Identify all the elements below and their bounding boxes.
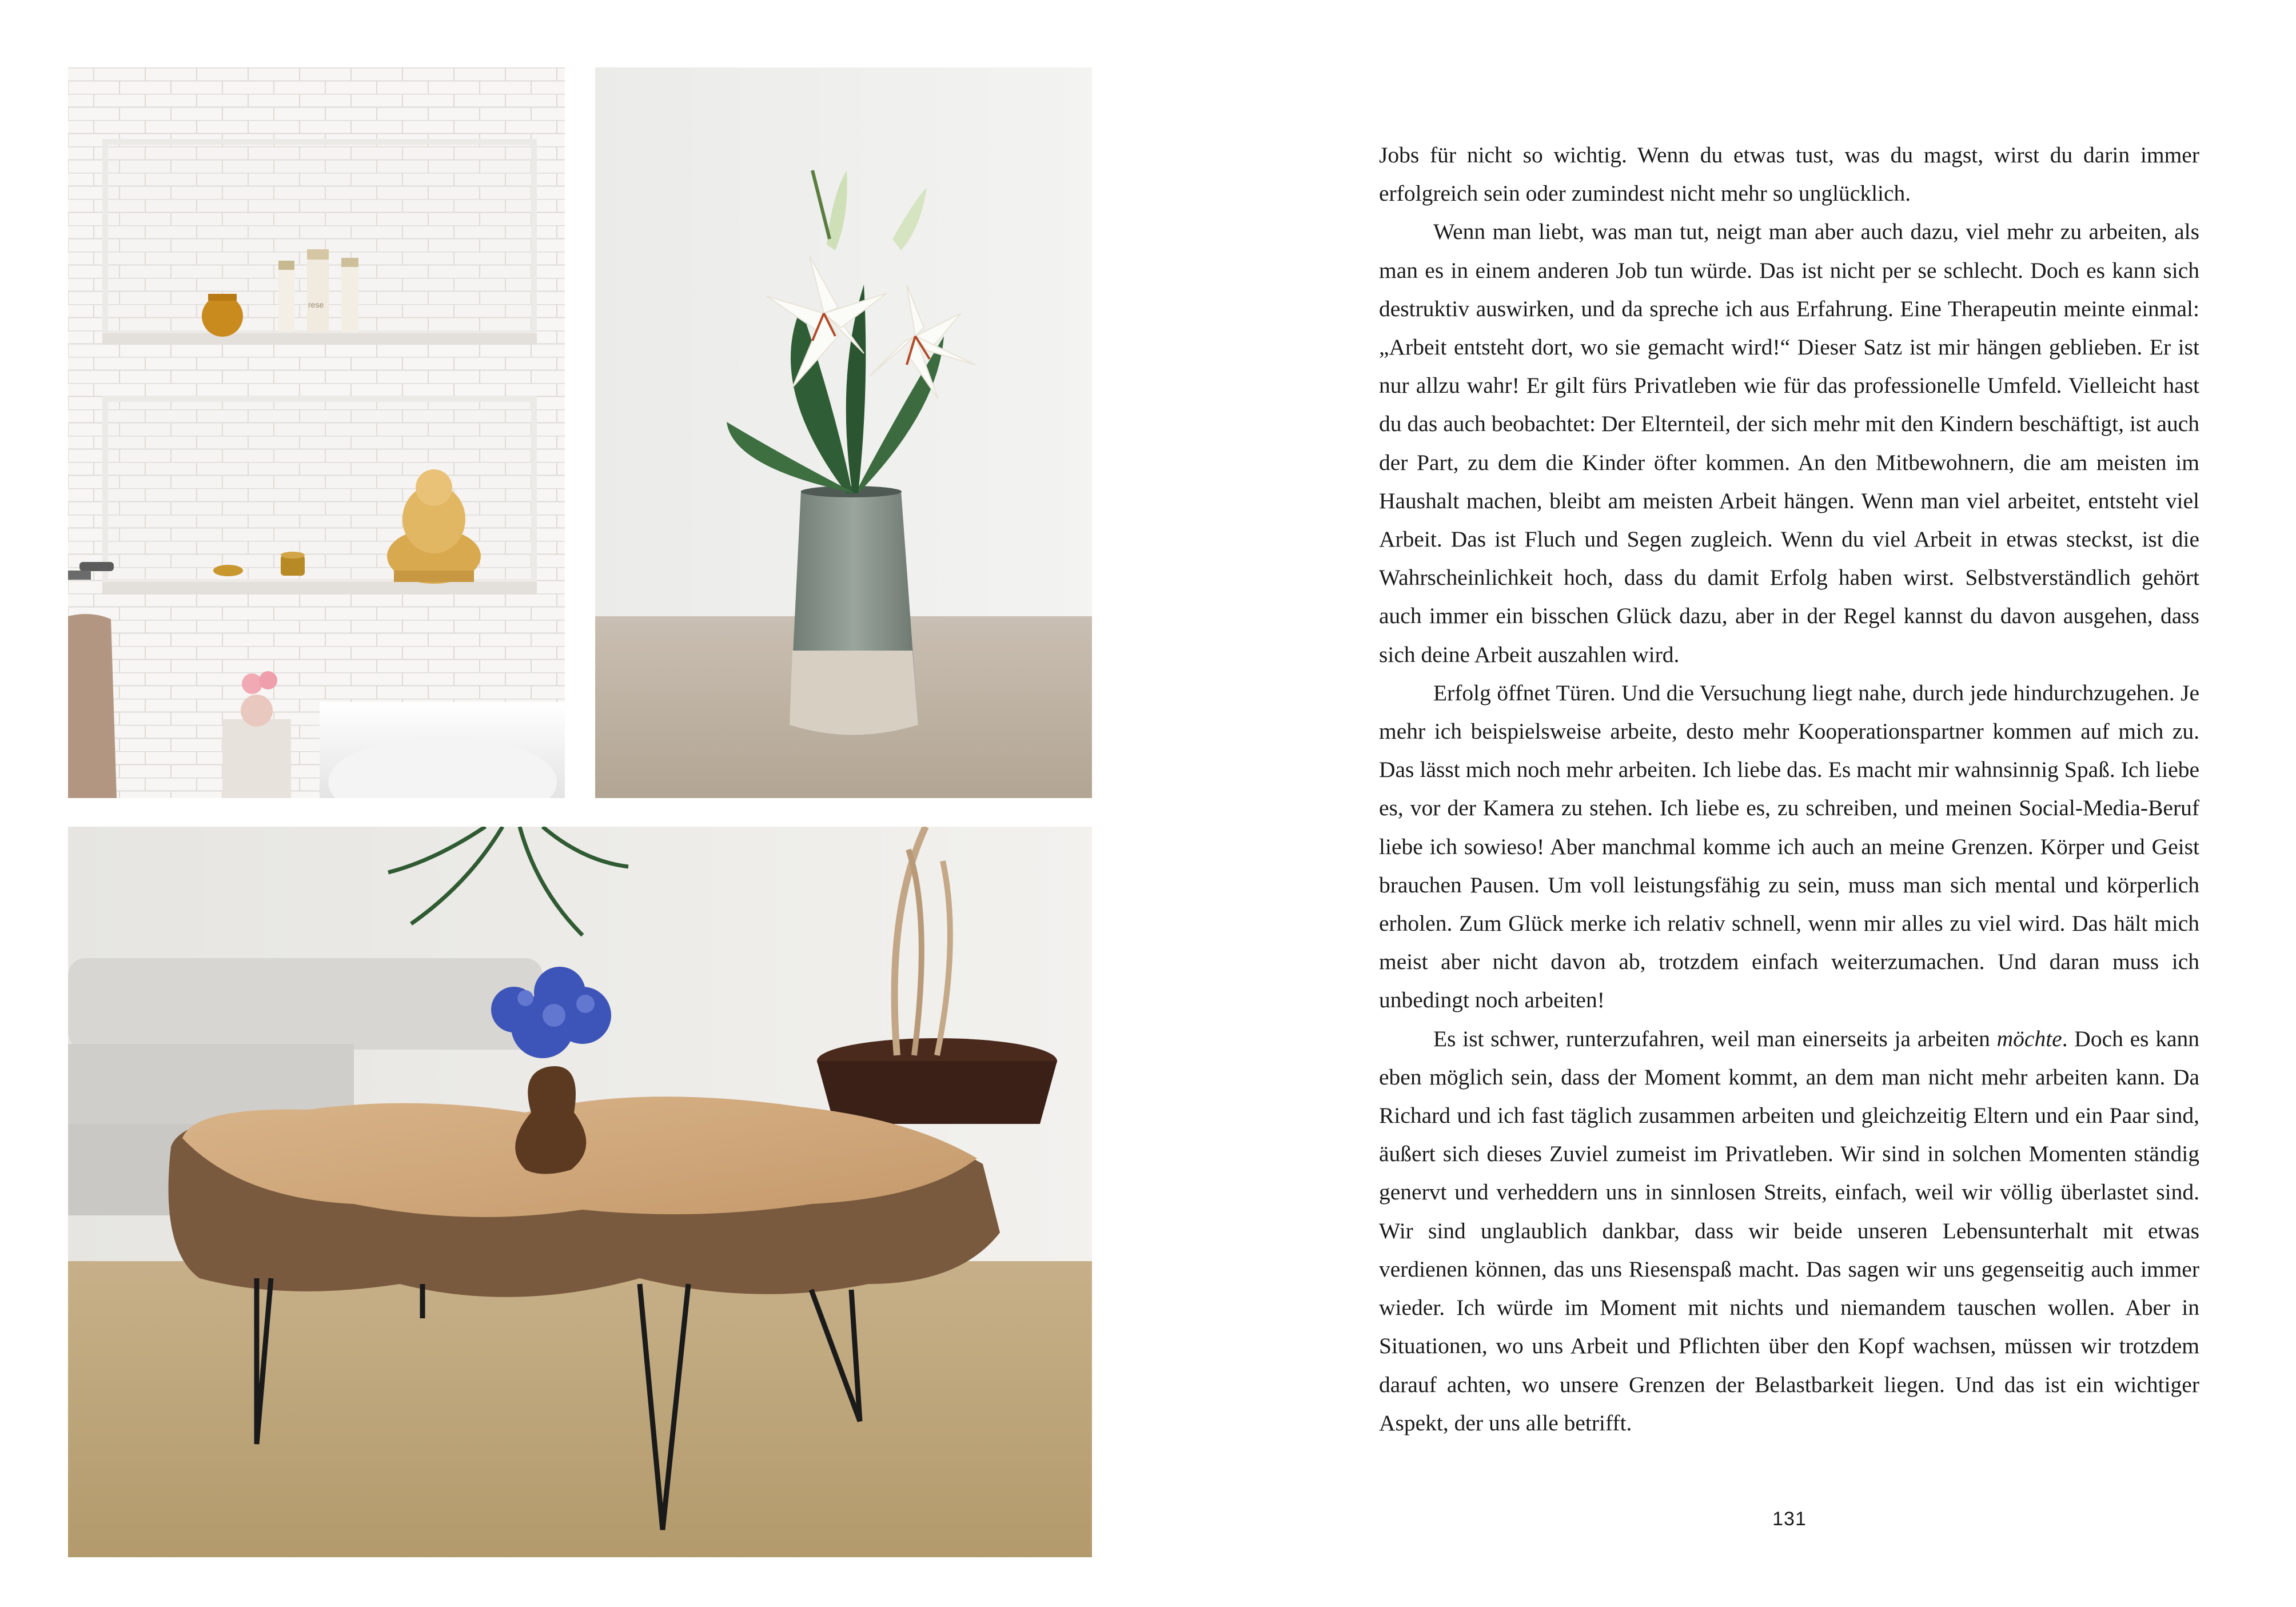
paragraph-text: . Doch es kann eben möglich sein, dass der Moment kommt, an dem man nicht mehr arbeiten kann. Da Richard und ich fast täglich zusammen arbeiten und gleichzeitig Eltern und ein Paar sind, äußert sich dieses Zuviel zumeist im Privatleben. Wir sind in solchen Momenten ständig genervt und verheddern uns in sinnlosen Streits, einfach, weil wir völlig überlastet sind. Wir sind unglaublich dankbar, dass wir beide unseren Lebensunterhalt mit etwas verdienen können, das uns Riesenspaß macht. Das sagen wir uns gegenseitig auch immer wieder. Ich würde im Moment mit nichts und niemandem tauschen wollen. Aber in Situationen, wo uns Arbeit und Pflichten über den Kopf wachsen, müssen wir trotzdem darauf achten, wo unsere Grenzen der Belastbarkeit liegen. Und das ist ein wichtiger Aspekt, der uns alle betrifft.	[1379, 1026, 2199, 1435]
photo-bathroom-niches	[68, 67, 565, 798]
photo-wood-slice-table	[68, 827, 1092, 1557]
photo-lily-vase	[595, 67, 1092, 798]
emphasis-text: möchte	[1996, 1026, 2062, 1051]
paragraph-text: Wenn man liebt, was man tut, neigt man aber auch dazu, viel mehr zu arbeiten, als man es in einem anderen Job tun würde. Das ist nicht per se schlecht. Doch es kann sich destruktiv auswirken, und da spreche ich aus Erfahrung. Eine Therapeutin meinte einmal: „Arbeit entsteht dort, wo sie gemacht wird!“ Dieser Satz ist mir hängen geblieben. Er ist nur allzu wahr! Er gilt fürs Privatleben wie für das professionelle Umfeld. Vielleicht hast du das auch beobachtet: Der Elternteil, der sich mehr mit den Kindern beschäftigt, ist auch der Part, zu dem die Kinder öfter kommen. An den Mitbewohnern, die am meisten im Haushalt machen, bleibt am meisten Arbeit hängen. Wenn man viel arbeitet, entsteht viel Arbeit. Das ist Fluch und Segen zugleich. Wenn du viel Arbeit in etwas steckst, ist die Wahrscheinlichkeit hoch, dass du damit Erfolg haben wirst. Selbstverständlich gehört auch immer ein bisschen Glück dazu, aber in der Regel kannst du davon ausgehen, dass sich deine Arbeit auszahlen wird.	[1379, 219, 2199, 667]
paragraph-text: Jobs für nicht so wichtig. Wenn du etwas tust, was du magst, wirst du darin immer erfolgreich sein oder zumindest nicht mehr so unglücklich.	[1379, 142, 2199, 206]
paragraph-text: Erfolg öffnet Türen. Und die Versuchung liegt nahe, durch jede hindurchzugehen. Je mehr ich beispielsweise arbeite, desto mehr Kooperationspartner kommen auf mich zu. Das lässt mich noch mehr arbeiten. Ich liebe das. Es macht mir wahnsinnig Spaß. Ich liebe es, vor der Kamera zu stehen. Ich liebe es, zu schreiben, und meinen Social-Media-Beruf liebe ich sowieso! Aber manchmal komme ich auch an meine Grenzen. Körper und Geist brauchen Pausen. Um voll leistungsfähig zu sein, muss man sich mental und körperlich erholen. Zum Glück merke ich relativ schnell, wenn mir alles zu viel wird. Das hält mich meist aber nicht davon ab, trotzdem einfach weiterzumachen. Und daran muss ich unbedingt noch arbeiten!	[1379, 680, 2199, 1013]
body-text	[1379, 136, 2199, 1442]
paragraph	[1379, 213, 2199, 673]
paragraph	[1379, 674, 2199, 1020]
paragraph-text: Es ist schwer, runterzufahren, weil man einerseits ja arbeiten	[1433, 1026, 1997, 1051]
paragraph	[1379, 1020, 2199, 1442]
bottle-label: rese	[308, 300, 324, 309]
page-number: 131	[1772, 1508, 1807, 1530]
paragraph	[1379, 136, 2199, 213]
